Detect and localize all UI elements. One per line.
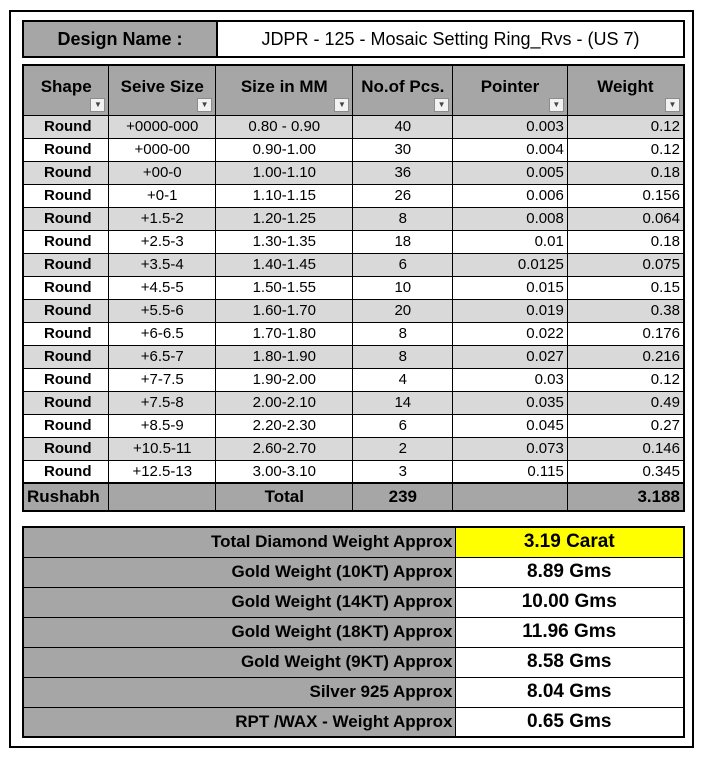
total-row [23, 483, 684, 511]
table-row [23, 253, 684, 276]
cell-size-mm[interactable]: 2.20-2.30 [216, 414, 353, 437]
cell-seive-size[interactable]: +0-1 [109, 184, 216, 207]
summary-row [23, 677, 684, 707]
cell-pointer[interactable]: 0.073 [453, 437, 568, 460]
header-shape[interactable]: Shape ▼ [23, 65, 109, 115]
cell-seive-size[interactable]: +3.5-4 [109, 253, 216, 276]
summary-value[interactable]: 10.00 Gms [455, 587, 684, 617]
cell-pcs[interactable]: 20 [353, 299, 453, 322]
table-row [23, 345, 684, 368]
cell-shape[interactable]: Round [23, 322, 109, 345]
diamond-table [22, 64, 685, 512]
cell-seive-size[interactable]: +2.5-3 [109, 230, 216, 253]
cell-size-mm[interactable]: 1.60-1.70 [216, 299, 353, 322]
cell-weight[interactable]: 0.064 [567, 207, 684, 230]
header-size-mm[interactable]: Size in MM ▼ [216, 65, 353, 115]
dropdown-arrow-icon[interactable]: ▼ [197, 98, 212, 112]
cell-weight[interactable]: 0.075 [567, 253, 684, 276]
cell-weight[interactable]: 0.49 [567, 391, 684, 414]
cell-pcs[interactable]: 8 [353, 345, 453, 368]
cell-shape[interactable]: Round [23, 414, 109, 437]
cell-pointer[interactable]: 0.006 [453, 184, 568, 207]
cell-size-mm[interactable]: 0.80 - 0.90 [216, 115, 353, 138]
cell-weight[interactable]: 0.18 [567, 230, 684, 253]
cell-weight[interactable]: 0.12 [567, 368, 684, 391]
cell-shape[interactable]: Round [23, 161, 109, 184]
cell-pcs[interactable]: 4 [353, 368, 453, 391]
cell-shape[interactable]: Round [23, 207, 109, 230]
cell-pcs[interactable]: 36 [353, 161, 453, 184]
summary-label[interactable]: Gold Weight (10KT) Approx [23, 557, 455, 587]
summary-label[interactable]: Gold Weight (9KT) Approx [23, 647, 455, 677]
cell-shape[interactable]: Round [23, 115, 109, 138]
cell-size-mm[interactable]: 1.50-1.55 [216, 276, 353, 299]
cell-seive-size[interactable]: +6.5-7 [109, 345, 216, 368]
summary-label[interactable]: RPT /WAX - Weight Approx [23, 707, 455, 737]
summary-label[interactable]: Total Diamond Weight Approx [23, 527, 455, 557]
cell-pointer[interactable]: 0.045 [453, 414, 568, 437]
cell-pcs[interactable]: 30 [353, 138, 453, 161]
cell-shape[interactable]: Round [23, 276, 109, 299]
cell-pointer[interactable]: 0.019 [453, 299, 568, 322]
cell-weight[interactable]: 0.15 [567, 276, 684, 299]
table-row [23, 460, 684, 483]
dropdown-arrow-icon[interactable]: ▼ [90, 98, 105, 112]
cell-size-mm[interactable]: 1.70-1.80 [216, 322, 353, 345]
header-row [23, 65, 684, 115]
cell-seive-size[interactable]: +00-0 [109, 161, 216, 184]
dropdown-arrow-icon[interactable]: ▼ [665, 98, 680, 112]
cell-seive-size[interactable]: +000-00 [109, 138, 216, 161]
filter-funnel-icon[interactable]: ▼ [434, 98, 449, 112]
cell-pointer[interactable]: 0.03 [453, 368, 568, 391]
design-name-table [22, 20, 685, 58]
total-empty-cell[interactable] [453, 483, 568, 511]
cell-pointer[interactable]: 0.0125 [453, 253, 568, 276]
total-weight[interactable]: 3.188 [567, 483, 684, 511]
cell-pointer[interactable]: 0.015 [453, 276, 568, 299]
cell-pcs[interactable]: 26 [353, 184, 453, 207]
header-weight[interactable]: Weight ▼ [567, 65, 684, 115]
cell-size-mm[interactable]: 1.10-1.15 [216, 184, 353, 207]
table-row [23, 414, 684, 437]
summary-value[interactable]: 0.65 Gms [455, 707, 684, 737]
table-row [23, 322, 684, 345]
cell-size-mm[interactable]: 1.80-1.90 [216, 345, 353, 368]
cell-seive-size[interactable]: +5.5-6 [109, 299, 216, 322]
cell-seive-size[interactable]: +1.5-2 [109, 207, 216, 230]
cell-shape[interactable]: Round [23, 368, 109, 391]
table-row [23, 276, 684, 299]
cell-size-mm[interactable]: 0.90-1.00 [216, 138, 353, 161]
header-seive-size[interactable]: Seive Size ▼ [109, 65, 216, 115]
cell-seive-size[interactable]: +0000-000 [109, 115, 216, 138]
cell-weight[interactable]: 0.27 [567, 414, 684, 437]
cell-weight[interactable]: 0.12 [567, 138, 684, 161]
cell-pcs[interactable]: 8 [353, 207, 453, 230]
cell-pointer[interactable]: 0.115 [453, 460, 568, 483]
cell-shape[interactable]: Round [23, 184, 109, 207]
total-pcs[interactable]: 239 [353, 483, 453, 511]
summary-label[interactable]: Gold Weight (14KT) Approx [23, 587, 455, 617]
cell-shape[interactable]: Round [23, 437, 109, 460]
cell-pcs[interactable]: 18 [353, 230, 453, 253]
table-row [23, 368, 684, 391]
summary-row [23, 587, 684, 617]
summary-row [23, 557, 684, 587]
cell-pointer[interactable]: 0.027 [453, 345, 568, 368]
cell-size-mm[interactable]: 1.20-1.25 [216, 207, 353, 230]
total-label[interactable]: Total [216, 483, 353, 511]
cell-pcs[interactable]: 14 [353, 391, 453, 414]
table-row [23, 115, 684, 138]
summary-value[interactable]: 8.89 Gms [455, 557, 684, 587]
cell-size-mm[interactable]: 1.30-1.35 [216, 230, 353, 253]
summary-value[interactable]: 8.58 Gms [455, 647, 684, 677]
summary-row [23, 647, 684, 677]
summary-label[interactable]: Silver 925 Approx [23, 677, 455, 707]
cell-pointer[interactable]: 0.01 [453, 230, 568, 253]
cell-pcs[interactable]: 40 [353, 115, 453, 138]
summary-row [23, 707, 684, 737]
cell-pointer[interactable]: 0.005 [453, 161, 568, 184]
total-name[interactable]: Rushabh [23, 483, 109, 511]
summary-value[interactable]: 3.19 Carat [455, 527, 684, 557]
cell-pointer[interactable]: 0.008 [453, 207, 568, 230]
table-row [23, 161, 684, 184]
cell-size-mm[interactable]: 1.40-1.45 [216, 253, 353, 276]
sheet-frame [9, 10, 694, 748]
cell-weight[interactable]: 0.176 [567, 322, 684, 345]
cell-size-mm[interactable]: 1.90-2.00 [216, 368, 353, 391]
table-row [23, 184, 684, 207]
table-row [23, 437, 684, 460]
table-row [23, 207, 684, 230]
total-empty-cell[interactable] [109, 483, 216, 511]
cell-weight[interactable]: 0.18 [567, 161, 684, 184]
cell-shape[interactable]: Round [23, 299, 109, 322]
cell-shape[interactable]: Round [23, 230, 109, 253]
cell-size-mm[interactable]: 3.00-3.10 [216, 460, 353, 483]
design-name-value[interactable]: JDPR - 125 - Mosaic Setting Ring_Rvs - (US 7) [217, 21, 684, 57]
cell-seive-size[interactable]: +7.5-8 [109, 391, 216, 414]
cell-size-mm[interactable]: 2.60-2.70 [216, 437, 353, 460]
cell-shape[interactable]: Round [23, 345, 109, 368]
header-pcs[interactable]: No.of Pcs. ▼ [353, 65, 453, 115]
summary-row [23, 527, 684, 557]
cell-shape[interactable]: Round [23, 460, 109, 483]
design-name-label: Design Name : [23, 21, 217, 57]
cell-pcs[interactable]: 10 [353, 276, 453, 299]
cell-seive-size[interactable]: +7-7.5 [109, 368, 216, 391]
cell-pcs[interactable]: 8 [353, 322, 453, 345]
cell-weight[interactable]: 0.345 [567, 460, 684, 483]
table-row [23, 391, 684, 414]
cell-pointer[interactable]: 0.022 [453, 322, 568, 345]
cell-seive-size[interactable]: +12.5-13 [109, 460, 216, 483]
cell-weight[interactable]: 0.156 [567, 184, 684, 207]
cell-shape[interactable]: Round [23, 138, 109, 161]
cell-seive-size[interactable]: +4.5-5 [109, 276, 216, 299]
summary-row [23, 617, 684, 647]
cell-seive-size[interactable]: +10.5-11 [109, 437, 216, 460]
cell-weight[interactable]: 0.146 [567, 437, 684, 460]
cell-size-mm[interactable]: 2.00-2.10 [216, 391, 353, 414]
table-row [23, 299, 684, 322]
cell-pcs[interactable]: 3 [353, 460, 453, 483]
dropdown-arrow-icon[interactable]: ▼ [334, 98, 349, 112]
cell-pointer[interactable]: 0.004 [453, 138, 568, 161]
cell-size-mm[interactable]: 1.00-1.10 [216, 161, 353, 184]
summary-value[interactable]: 8.04 Gms [455, 677, 684, 707]
header-pointer[interactable]: Pointer ▼ [453, 65, 568, 115]
cell-weight[interactable]: 0.38 [567, 299, 684, 322]
cell-shape[interactable]: Round [23, 391, 109, 414]
cell-pcs[interactable]: 6 [353, 253, 453, 276]
table-row [23, 138, 684, 161]
cell-pcs[interactable]: 2 [353, 437, 453, 460]
summary-value[interactable]: 11.96 Gms [455, 617, 684, 647]
cell-seive-size[interactable]: +8.5-9 [109, 414, 216, 437]
cell-pointer[interactable]: 0.035 [453, 391, 568, 414]
summary-table [22, 526, 685, 738]
summary-label[interactable]: Gold Weight (18KT) Approx [23, 617, 455, 647]
table-row [23, 230, 684, 253]
cell-pointer[interactable]: 0.003 [453, 115, 568, 138]
cell-pcs[interactable]: 6 [353, 414, 453, 437]
cell-seive-size[interactable]: +6-6.5 [109, 322, 216, 345]
cell-weight[interactable]: 0.216 [567, 345, 684, 368]
cell-weight[interactable]: 0.12 [567, 115, 684, 138]
cell-shape[interactable]: Round [23, 253, 109, 276]
dropdown-arrow-icon[interactable]: ▼ [549, 98, 564, 112]
